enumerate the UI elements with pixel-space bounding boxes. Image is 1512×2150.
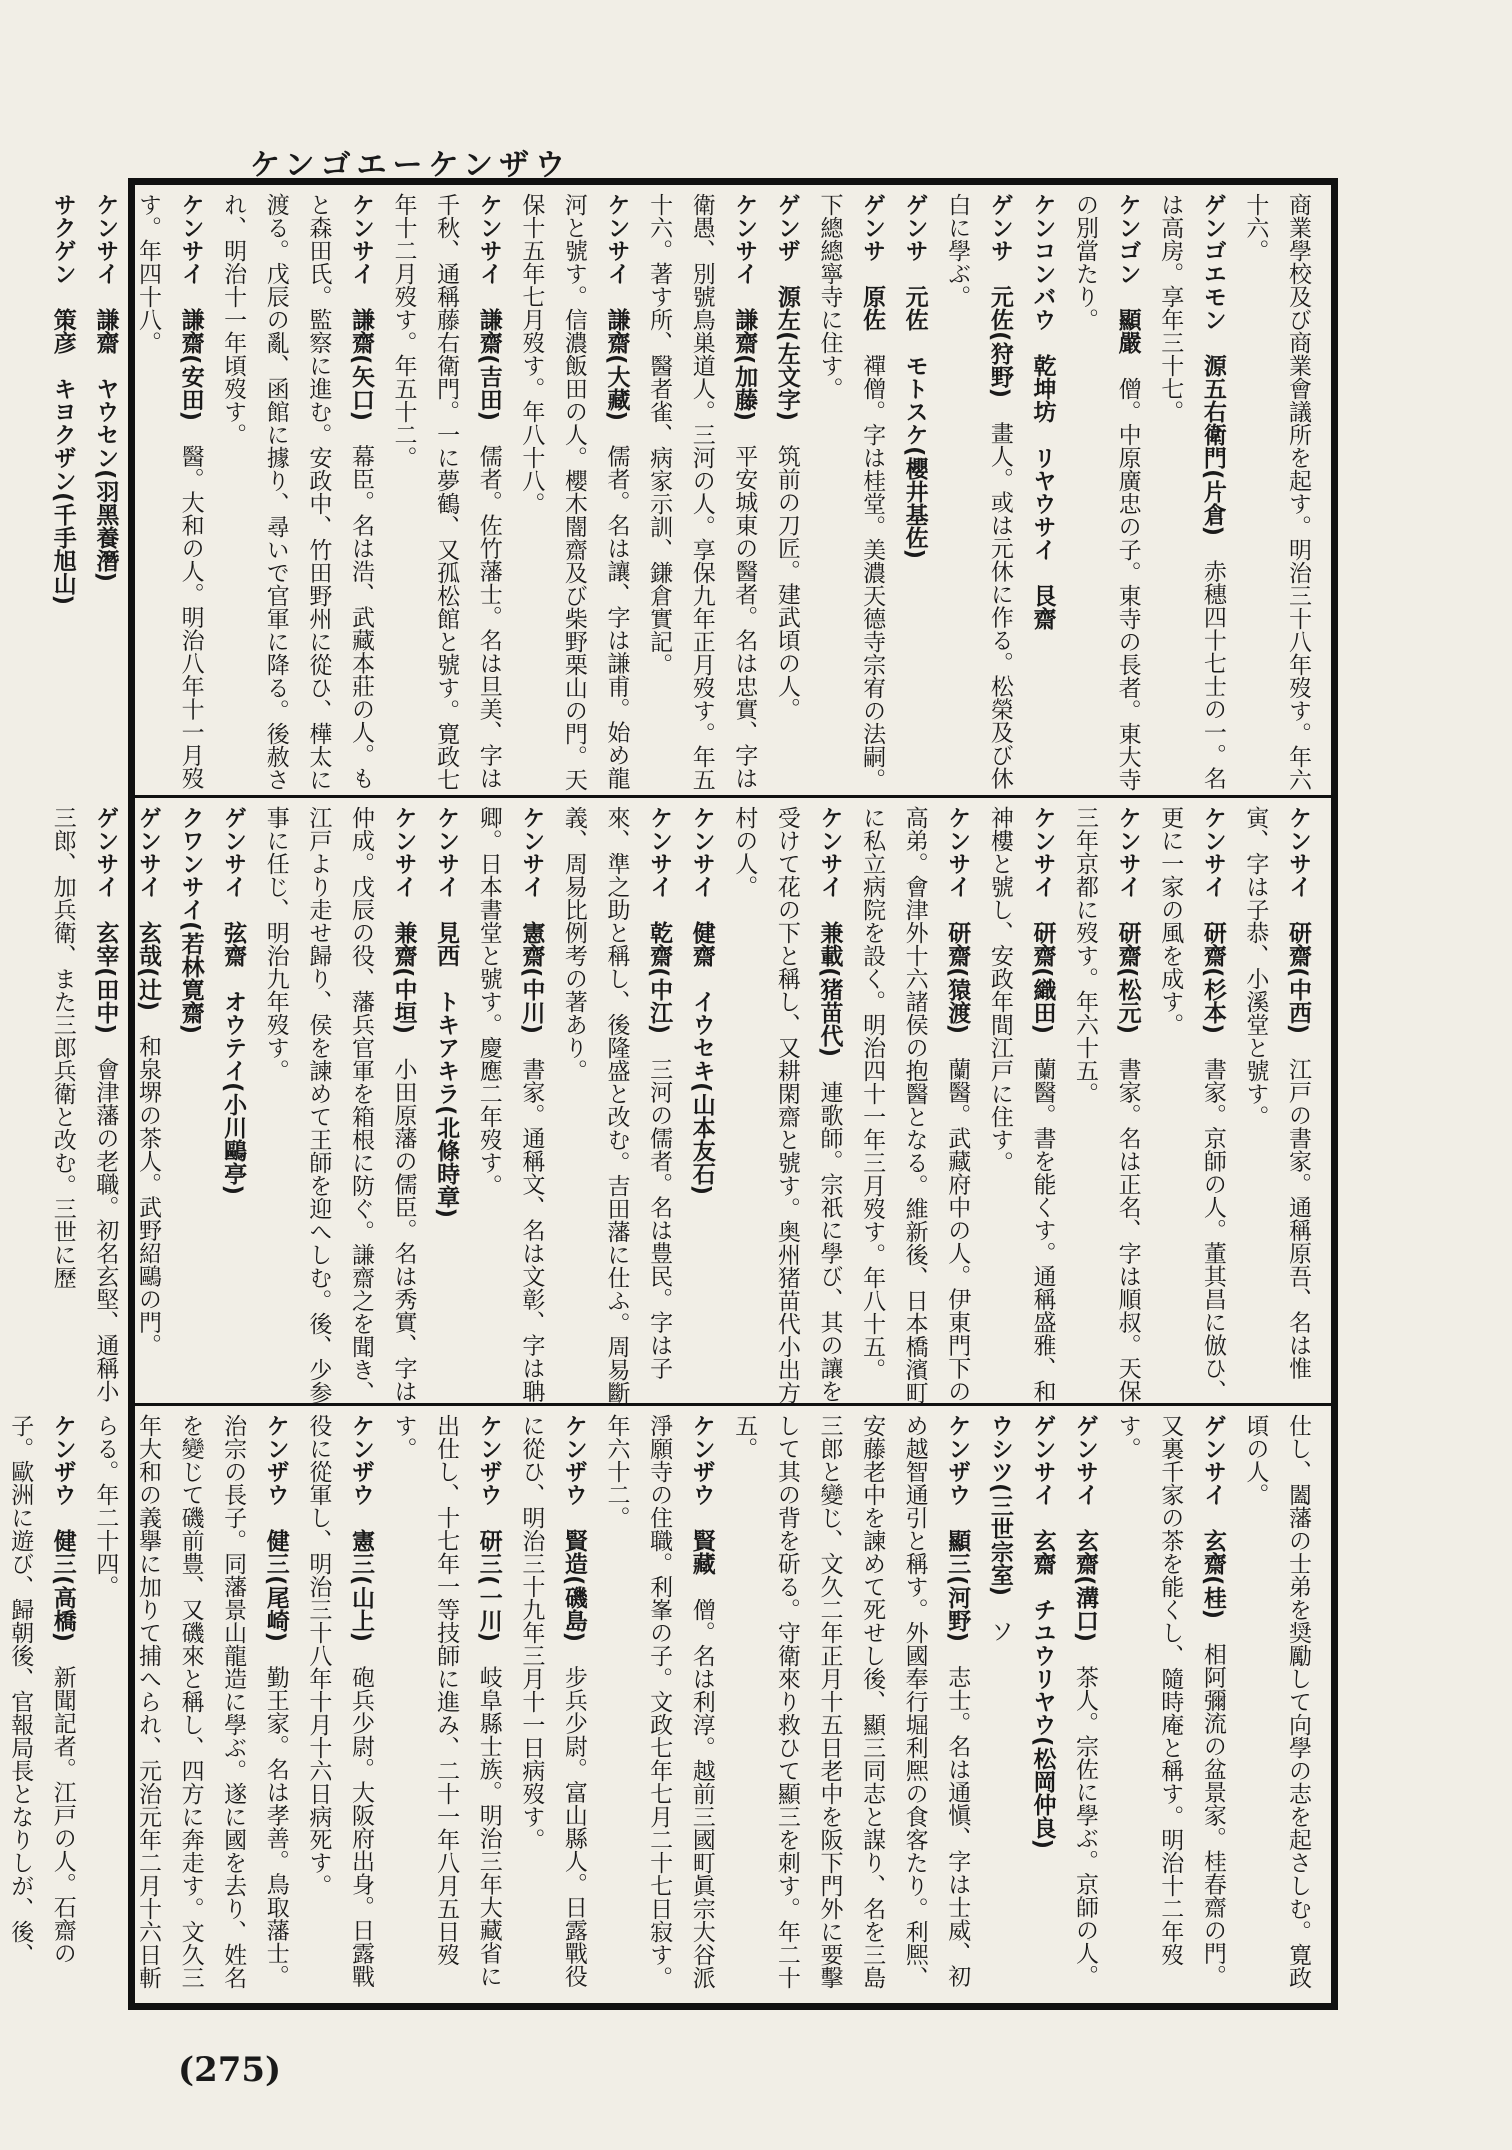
dictionary-entry bbox=[1149, 806, 1234, 1404]
entry-definition: 僧。名は利淳。越前三國町眞宗大谷派淨願寺の住職。利峯の子。文政七年七月二十七日寂す。年六十二。 bbox=[603, 1414, 715, 1989]
dictionary-entry bbox=[808, 193, 893, 793]
dictionary-entry bbox=[254, 806, 424, 1404]
dictionary-entry bbox=[1021, 1414, 1064, 2004]
band-middle bbox=[49, 795, 1331, 1406]
entry-headword: ゲンサ 元佐(狩野) bbox=[986, 193, 1013, 399]
entry-headword: ケンサイ 研齋(杉本) bbox=[1199, 806, 1226, 1035]
entry-headword: ゲンサイ 玄宰(田中) bbox=[92, 806, 119, 1035]
entry-definition: 商業學校及び商業會議所を起す。明治三十八年歿す。年六十六。 bbox=[1242, 193, 1311, 791]
entry-definition: 蘭醫。武藏府中の人。伊東門下の高弟。會津外十六諸侯の抱醫となる。維新後、日本橋濱町に私立病院を設く。明治四十一年三月歿す。年八十五。 bbox=[859, 806, 971, 1404]
dictionary-entry bbox=[84, 193, 127, 793]
entry-definition: 岐阜縣士族。明治三年大藏省に出仕し、十七年一等技師に進み、二十一年八月五日歿す。 bbox=[390, 1414, 502, 1988]
page-number: (275) bbox=[178, 2050, 282, 2090]
entry-definition: 茶人。宗佐に學ぶ。京師の人。 bbox=[1072, 1665, 1099, 1988]
entry-headword: ケンサイ 謙齋(吉田) bbox=[475, 193, 502, 422]
entry-headword: ゲンゴエモン 源五右衛門(片倉) bbox=[1199, 193, 1226, 537]
entry-definition: 書家。通稱文、名は文彰、字は聃卿。日本書堂と號す。慶應二年歿す。 bbox=[475, 806, 545, 1403]
entry-headword: ケンザウ 賢造(磯島) bbox=[560, 1414, 587, 1643]
entry-headword: ゲンサ 元佐 モトスケ(櫻井基佐) bbox=[901, 193, 928, 560]
entry-definition: ソ bbox=[986, 1619, 1013, 1643]
entry-definition: 儒者。佐竹藩士。名は旦美、字は千秋、通稱藤右衛門。一に夢鶴、又孤松館と號す。寛政七年十二月歿す。年五十二。 bbox=[390, 193, 502, 791]
dictionary-entry bbox=[1234, 193, 1319, 793]
entry-definition: 僧。中原廣忠の子。東寺の長者。東大寺の別當たり。 bbox=[1072, 193, 1141, 791]
entry-headword: ケンザウ 憲三(山上) bbox=[347, 1414, 374, 1643]
dictionary-entry bbox=[936, 193, 1021, 793]
entry-headword: ケンサイ 研齋(松元) bbox=[1114, 806, 1141, 1035]
entry-definition: 仕し、闔藩の士弟を奨勵して向學の志を起さしむ。寛政頃の人。 bbox=[1242, 1414, 1311, 1989]
dictionary-entry bbox=[0, 1414, 84, 2004]
band-middle-text bbox=[49, 798, 1331, 1406]
page-frame bbox=[7, 178, 1338, 2010]
entry-definition: 禪僧。字は桂堂。美濃天德寺宗宥の法嗣。下總總寧寺に住す。 bbox=[816, 193, 886, 791]
band-top bbox=[49, 185, 1331, 795]
dictionary-entry bbox=[723, 1414, 979, 2004]
dictionary-entry bbox=[638, 193, 766, 793]
entry-definition: 畫人。或は元休に作る。松榮及び休白に學ぶ。 bbox=[944, 193, 1013, 790]
entry-headword: ゲンザ 源左(左文字) bbox=[773, 193, 800, 422]
entry-headword: ゲンサ 原佐 bbox=[859, 193, 886, 331]
dictionary-entry bbox=[467, 806, 552, 1404]
entry-definition: 連歌師。宗祇に學び、其の讓を受けて花の下と稱し、又耕閑齋と號す。奥州猪苗代小出方村の人。 bbox=[731, 806, 843, 1404]
entry-definition: 新聞記者。江戸の人。石齋の子。歐洲に遊び、歸朝後、官報局長となりしが、後、 bbox=[7, 1414, 76, 1966]
dictionary-entry bbox=[595, 1414, 723, 2004]
entry-definition: 相阿彌流の盆景家。桂春齋の門。又裏千家の茶を能くし、隨時庵と稱す。明治十二年歿す。 bbox=[1114, 1414, 1226, 1988]
entry-headword: ウシツ(三世宗室) bbox=[986, 1414, 1013, 1597]
entry-definition: 志士。名は通愼、字は士威、初め越智通引と稱す。外國奉行堀利熈の食客たり。利熈、安藤老中を諫めて死せし後、顯三同志と謀り、名を三島三郎と變じ、文久二年正月十五日老中を阪下門外に要擊して其の背を斫る。守衛來り救ひて顯三を刺す。年二十五。 bbox=[731, 1414, 971, 1989]
entry-definition: 書家。京師の人。董其昌に倣ひ、更に一家の風を成す。 bbox=[1157, 806, 1226, 1403]
entry-headword: ゲンサイ 玄齋(桂) bbox=[1199, 1414, 1226, 1620]
dictionary-entry bbox=[126, 806, 169, 1404]
entry-headword: ケンザウ 健三(高橋) bbox=[49, 1414, 76, 1643]
entry-headword: ゲンサイ 玄哉(辻) bbox=[134, 806, 161, 1012]
entry-headword: ケンサイ 兼齋(中垣) bbox=[390, 806, 417, 1035]
dictionary-entry bbox=[84, 1414, 297, 2004]
entry-headword: ケンサイ 謙齋(安田) bbox=[177, 193, 204, 422]
dictionary-entry bbox=[169, 806, 212, 1404]
entry-definition: 幕臣。名は浩、武藏本莊の人。もと森田氏。監察に進む。安政中、竹田野州に從ひ、樺太に渡る。戊辰の亂、函館に據り、尋いで官軍に降る。後赦され、明治十一年頃歿す。 bbox=[220, 193, 374, 791]
dictionary-entry bbox=[126, 193, 211, 793]
entry-headword: ゲンサイ 弦齋 オウテイ(小川鷗亭) bbox=[220, 806, 247, 1196]
entry-definition: 步兵少尉。富山縣人。日露戰役に從ひ、明治三十九年三月十一日病歿す。 bbox=[518, 1414, 587, 1988]
entry-headword: ケンザウ 研三(一川) bbox=[475, 1414, 502, 1643]
dictionary-entry bbox=[1063, 1414, 1106, 2004]
entry-definition: 小田原藩の儒臣。名は秀實、字は仲成。戊辰の役、藩兵官軍を箱根に防ぐ。謙齋之を聞き、江戸より走せ歸り、侯を諫めて王師を迎へしむ。後、少参事に任じ、明治九年歿す。 bbox=[262, 806, 417, 1404]
band-bottom bbox=[7, 1403, 1331, 2006]
dictionary-entry bbox=[1234, 806, 1319, 1404]
dictionary-entry bbox=[893, 193, 936, 793]
dictionary-entry bbox=[41, 806, 126, 1404]
entry-headword: ケンサイ 兼載(猪苗代) bbox=[816, 806, 843, 1058]
dictionary-entry bbox=[1234, 1414, 1319, 2004]
entry-definition: 會津藩の老職。初名玄堅、通稱小三郎、加兵衛、また三郎兵衛と改む。三世に歷 bbox=[49, 806, 119, 1403]
entry-headword: ケンサイ 健齋 イウセキ(山本友石) bbox=[688, 806, 715, 1196]
entry-headword: ケンザウ 賢藏 bbox=[688, 1414, 715, 1575]
entry-definition: 三河の儒者。名は豊民。字は子來、準之助と稱し、後隆盛と改む。吉田藩に仕ふ。周易斷義、周易比例考の著あり。 bbox=[560, 806, 673, 1404]
dictionary-entry bbox=[212, 193, 382, 793]
dictionary-entry bbox=[41, 193, 84, 793]
entry-headword: ケンサイ 謙齋(大藏) bbox=[603, 193, 630, 422]
entry-definition: 儒者。名は讓、字は謙甫。始め龍河と號す。信濃飯田の人。櫻木闇齋及び柴野栗山の門。天保十五年七月歿す。年八十八。 bbox=[518, 193, 630, 791]
entry-headword: サクゲン 策彦 キヨクザン(千手旭山) bbox=[49, 193, 76, 606]
entry-headword: ケンザウ 顯三(河野) bbox=[944, 1414, 971, 1643]
entry-headword: ケンゴン 顯嚴 bbox=[1114, 193, 1141, 354]
entry-headword: ケンコンバウ 乾坤坊 リヤウサイ 艮齋 bbox=[1029, 193, 1056, 630]
dictionary-entry bbox=[723, 806, 851, 1404]
band-bottom-text bbox=[7, 1406, 1331, 2006]
dictionary-entry bbox=[297, 1414, 382, 2004]
entry-headword: ゲンサイ 玄齋(溝口) bbox=[1072, 1414, 1099, 1643]
dictionary-entry bbox=[850, 806, 978, 1404]
dictionary-entry bbox=[552, 806, 680, 1404]
dictionary-entry bbox=[382, 193, 510, 793]
dictionary-entry bbox=[510, 1414, 595, 2004]
entry-definition: 書家。名は正名、字は順叔。天保三年京都に歿す。年六十五。 bbox=[1072, 806, 1141, 1403]
entry-headword: ケンサイ 研齋(織田) bbox=[1029, 806, 1056, 1035]
entry-headword: ケンサイ 憲齋(中川) bbox=[518, 806, 545, 1035]
dictionary-entry bbox=[1149, 193, 1234, 793]
entry-headword: ケンサイ 研齋(猿渡) bbox=[944, 806, 971, 1035]
entry-definition: 砲兵少尉。大阪府出身。日露戰役に從軍し、明治三十八年十月十六日病死す。 bbox=[305, 1414, 374, 1988]
entry-definition: 江戸の書家。通稱原吾、名は惟寅、字は子恭、小溪堂と號す。 bbox=[1242, 806, 1311, 1380]
running-head: ケンゴエーケンザウ bbox=[250, 148, 571, 183]
dictionary-entry bbox=[978, 806, 1063, 1404]
entry-definition: 平安城東の醫者。名は忠實、字は衛愚、別號鳥巣道人。三河の人。享保九年正月歿す。年五十六。著す所、醫者雀、病家示訓、鎌倉實記。 bbox=[646, 193, 758, 791]
entry-headword: ケンサイ 謙齋(加藤) bbox=[731, 193, 758, 422]
dictionary-entry bbox=[680, 806, 723, 1404]
dictionary-entry bbox=[510, 193, 638, 793]
dictionary-entry bbox=[1106, 1414, 1234, 2004]
entry-headword: ケンサイ 謙齋(矢口) bbox=[347, 193, 374, 422]
entry-definition: 蘭醫。書を能くす。通稱盛雅、和神樓と號し、安政年間江戸に住す。 bbox=[986, 806, 1056, 1403]
entry-headword: ケンサイ 乾齋(中江) bbox=[646, 806, 673, 1035]
entry-headword: ケンサイ 研齋(中西) bbox=[1285, 806, 1311, 1035]
dictionary-entry bbox=[1021, 193, 1064, 793]
dictionary-entry bbox=[425, 806, 468, 1404]
entry-definition: 赤穗四十七士の一。名は高房。享年三十七。 bbox=[1157, 193, 1226, 790]
entry-definition: 勤王家。名は孝善。鳥取藩士。治宗の長子。同藩景山龍造に學ぶ。遂に國を去り、姓名を變じて磯前豊、又磯來と稱し、四方に奔走す。文久三年大和の義擧に加りて捕へられ、元治元年二月十六日斬らる。年二十四。 bbox=[92, 1414, 289, 1989]
dictionary-entry bbox=[382, 1414, 510, 2004]
dictionary-entry bbox=[1063, 806, 1148, 1404]
entry-headword: ゲンサイ 玄齋 チユウリヤウ(松岡仲良) bbox=[1029, 1414, 1056, 1850]
entry-headword: ケンサイ 謙齋 ヤウセン(羽黑養潛) bbox=[92, 193, 119, 583]
band-top-text bbox=[49, 185, 1331, 795]
entry-definition: 筑前の刀匠。建武頃の人。 bbox=[773, 444, 800, 721]
entry-headword: ケンザウ 健三(尾崎) bbox=[262, 1414, 289, 1643]
dictionary-entry bbox=[212, 806, 255, 1404]
dictionary-entry bbox=[765, 193, 808, 793]
entry-headword: クワンサイ(若林寛齋) bbox=[177, 806, 204, 1035]
entry-definition: 醫。大和の人。明治八年十一月歿す。年四十八。 bbox=[134, 193, 204, 790]
dictionary-entry bbox=[978, 1414, 1021, 2004]
dictionary-entry bbox=[1063, 193, 1148, 793]
entry-definition: 和泉堺の茶人。武野紹鷗の門。 bbox=[134, 1034, 161, 1357]
entry-headword: ケンサイ 見西 トキアキラ(北條時章) bbox=[433, 806, 460, 1219]
